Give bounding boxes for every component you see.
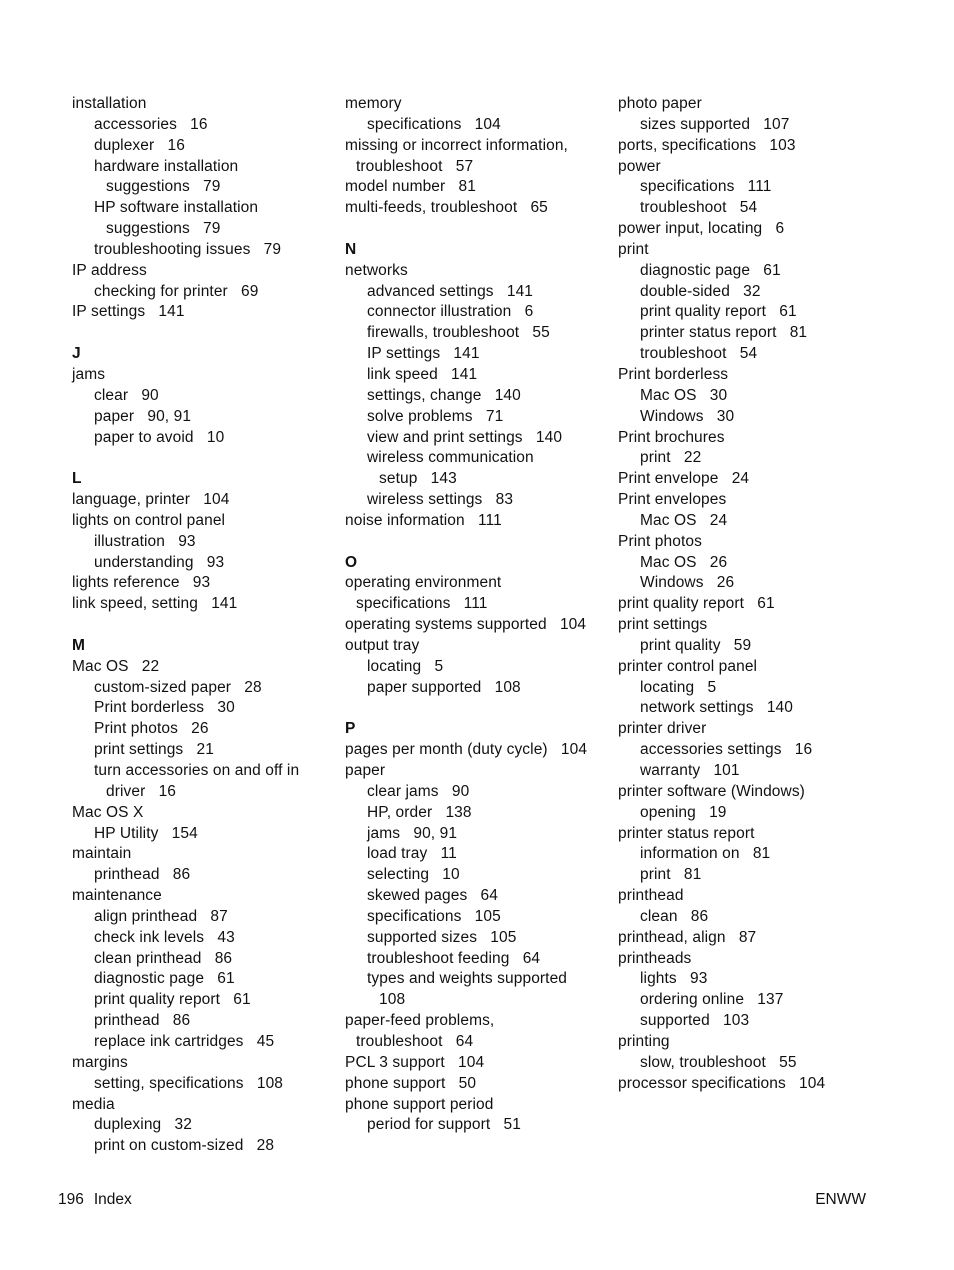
index-subentry: Mac OS 30 — [640, 386, 728, 404]
index-subentry: printhead 86 — [94, 1012, 191, 1030]
index-entry: IP address — [72, 261, 147, 279]
index-subentry: HP software installation — [94, 199, 259, 217]
index-entry: Mac OS X — [72, 803, 144, 821]
index-subentry: troubleshoot 54 — [640, 199, 758, 217]
index-entry: printer driver — [618, 720, 707, 738]
index-column-3 — [618, 94, 880, 1095]
index-entry: pages per month (duty cycle) 104 — [345, 741, 588, 759]
index-entry: power — [618, 157, 661, 175]
index-entry: printing — [618, 1032, 670, 1050]
index-subentry: print quality 59 — [640, 636, 752, 654]
index-subentry: HP, order 138 — [367, 803, 472, 821]
index-entry: operating environment — [345, 574, 502, 592]
index-subentry: clean 86 — [640, 907, 709, 925]
index-entry-continuation: troubleshoot 64 — [356, 1032, 474, 1050]
index-subentry: wireless communication — [367, 449, 534, 467]
index-subentry: Mac OS 26 — [640, 553, 728, 571]
index-subentry: troubleshooting issues 79 — [94, 240, 282, 258]
index-subentry: view and print settings 140 — [367, 428, 563, 446]
index-entry: Print envelope 24 — [618, 470, 750, 488]
index-subentry: specifications 104 — [367, 115, 501, 133]
page-number: 196 — [58, 1191, 84, 1208]
index-section-letter: O — [345, 553, 358, 571]
index-subentry: print quality report 61 — [94, 991, 251, 1009]
index-entry: model number 81 — [345, 178, 476, 196]
index-entry-continuation: specifications 111 — [356, 595, 488, 613]
index-subentry: slow, troubleshoot 55 — [640, 1053, 797, 1071]
index-entry: lights reference 93 — [72, 574, 211, 592]
index-entry: maintain — [72, 845, 132, 863]
index-subentry: specifications 105 — [367, 907, 501, 925]
index-subentry: accessories settings 16 — [640, 741, 813, 759]
index-entry: printhead — [618, 887, 684, 905]
index-subentry: Print photos 26 — [94, 720, 209, 738]
index-subentry: clear jams 90 — [367, 782, 470, 800]
index-subentry: HP Utility 154 — [94, 824, 198, 842]
index-entry: link speed, setting 141 — [72, 595, 238, 613]
index-section-letter: P — [345, 720, 356, 738]
index-entry: Print brochures — [618, 428, 725, 446]
index-entry: phone support 50 — [345, 1074, 477, 1092]
index-subentry: replace ink cartridges 45 — [94, 1032, 275, 1050]
index-entry: PCL 3 support 104 — [345, 1053, 485, 1071]
index-subentry: clear 90 — [94, 386, 159, 404]
index-subentry: network settings 140 — [640, 699, 793, 717]
index-entry: print quality report 61 — [618, 595, 775, 613]
index-subentry: locating 5 — [367, 657, 444, 675]
index-subentry: information on 81 — [640, 845, 771, 863]
index-subentry: specifications 111 — [640, 178, 772, 196]
index-entry: missing or incorrect information, — [345, 136, 568, 154]
index-subentry: lights 93 — [640, 970, 708, 988]
section-gap — [72, 615, 334, 636]
index-subentry: troubleshoot feeding 64 — [367, 949, 541, 967]
index-subentry: paper to avoid 10 — [94, 428, 225, 446]
index-subentry: connector illustration 6 — [367, 303, 534, 321]
index-section-letter: M — [72, 636, 86, 654]
index-subentry: advanced settings 141 — [367, 282, 534, 300]
index-entry: multi-feeds, troubleshoot 65 — [345, 199, 548, 217]
index-subentry: Windows 30 — [640, 407, 735, 425]
index-entry: lights on control panel — [72, 511, 226, 529]
index-subentry: jams 90, 91 — [367, 824, 458, 842]
index-entry: IP settings 141 — [72, 303, 185, 321]
index-subentry: printhead 86 — [94, 866, 191, 884]
index-entry: output tray — [345, 636, 420, 654]
index-subentry: custom-sized paper 28 — [94, 678, 262, 696]
index-entry: operating systems supported 104 — [345, 616, 587, 634]
index-entry: media — [72, 1095, 115, 1113]
index-subentry: Print borderless 30 — [94, 699, 235, 717]
index-column-1 — [72, 94, 334, 1157]
index-subentry: duplexing 32 — [94, 1116, 192, 1134]
index-entry: printer status report — [618, 824, 755, 842]
index-subentry: printer status report 81 — [640, 324, 808, 342]
index-entry: Print photos — [618, 532, 702, 550]
index-entry: print — [618, 240, 649, 258]
footer-left — [58, 1190, 132, 1210]
index-subentry: diagnostic page 61 — [94, 970, 235, 988]
index-entry-continuation: suggestions 79 — [106, 178, 221, 196]
section-gap — [345, 219, 607, 240]
index-subentry: align printhead 87 — [94, 907, 228, 925]
index-entry: printheads — [618, 949, 692, 967]
index-subentry: settings, change 140 — [367, 386, 521, 404]
index-subentry: paper supported 108 — [367, 678, 521, 696]
index-subentry: setting, specifications 108 — [94, 1074, 284, 1092]
section-gap — [72, 323, 334, 344]
index-subentry: check ink levels 43 — [94, 928, 235, 946]
index-subentry: troubleshoot 54 — [640, 345, 758, 363]
index-entry: margins — [72, 1053, 128, 1071]
index-subentry: understanding 93 — [94, 553, 225, 571]
index-entry: photo paper — [618, 95, 702, 112]
index-entry: memory — [345, 95, 402, 112]
index-subentry: firewalls, troubleshoot 55 — [367, 324, 550, 342]
index-entry: noise information 111 — [345, 511, 502, 529]
index-subentry: period for support 51 — [367, 1116, 521, 1134]
section-gap — [72, 448, 334, 469]
index-subentry: ordering online 137 — [640, 991, 784, 1009]
index-entry: processor specifications 104 — [618, 1074, 826, 1092]
index-entry-continuation: 108 — [379, 991, 406, 1009]
index-subentry: opening 19 — [640, 803, 727, 821]
index-subentry: Windows 26 — [640, 574, 735, 592]
index-entry: paper — [345, 762, 386, 779]
index-section-letter: L — [72, 470, 82, 488]
index-subentry: clean printhead 86 — [94, 949, 233, 967]
index-subentry: supported sizes 105 — [367, 928, 517, 946]
index-subentry: diagnostic page 61 — [640, 261, 781, 279]
index-entry: printer software (Windows) — [618, 782, 805, 800]
index-subentry: hardware installation — [94, 157, 239, 175]
index-entry-continuation: suggestions 79 — [106, 220, 221, 238]
index-entry: jams — [72, 365, 106, 383]
index-subentry: print 22 — [640, 449, 702, 467]
index-subentry: Mac OS 24 — [640, 511, 728, 529]
index-subentry: print quality report 61 — [640, 303, 797, 321]
section-name: Index — [93, 1191, 132, 1208]
index-subentry: duplexer 16 — [94, 136, 185, 154]
section-gap — [345, 532, 607, 553]
index-column-2 — [345, 94, 607, 1136]
index-entry-continuation: driver 16 — [106, 782, 177, 800]
index-subentry: selecting 10 — [367, 866, 460, 884]
index-entry: power input, locating 6 — [618, 220, 785, 238]
index-subentry: print on custom-sized 28 — [94, 1137, 275, 1155]
index-subentry: print settings 21 — [94, 741, 214, 759]
index-subentry: link speed 141 — [367, 365, 478, 383]
section-gap — [345, 698, 607, 719]
index-entry: Print borderless — [618, 365, 729, 383]
index-section-letter: N — [345, 240, 357, 258]
index-subentry: accessories 16 — [94, 115, 208, 133]
index-entry-continuation: setup 143 — [379, 470, 457, 488]
index-subentry: load tray 11 — [367, 845, 457, 863]
index-subentry: sizes supported 107 — [640, 115, 790, 133]
index-entry: Print envelopes — [618, 491, 727, 509]
index-entry: phone support period — [345, 1095, 494, 1113]
index-subentry: print 81 — [640, 866, 702, 884]
index-subentry: turn accessories on and off in — [94, 762, 300, 779]
index-subentry: wireless settings 83 — [367, 491, 514, 509]
index-entry: maintenance — [72, 887, 162, 905]
index-subentry: skewed pages 64 — [367, 887, 498, 905]
footer-right-label: ENWW — [815, 1191, 866, 1208]
index-subentry: illustration 93 — [94, 532, 196, 550]
index-subentry: locating 5 — [640, 678, 717, 696]
index-subentry: IP settings 141 — [367, 345, 480, 363]
index-entry: Mac OS 22 — [72, 657, 160, 675]
index-entry: language, printer 104 — [72, 491, 230, 509]
index-section-letter: J — [72, 345, 81, 363]
index-entry: printhead, align 87 — [618, 928, 757, 946]
index-subentry: solve problems 71 — [367, 407, 504, 425]
index-entry: installation — [72, 95, 147, 112]
index-entry: paper-feed problems, — [345, 1012, 495, 1030]
index-subentry: double-sided 32 — [640, 282, 761, 300]
index-subentry: warranty 101 — [640, 762, 740, 779]
index-subentry: supported 103 — [640, 1012, 750, 1030]
index-entry: print settings — [618, 616, 708, 634]
index-subentry: checking for printer 69 — [94, 282, 259, 300]
index-entry-continuation: troubleshoot 57 — [356, 157, 474, 175]
index-entry: ports, specifications 103 — [618, 136, 796, 154]
index-subentry: paper 90, 91 — [94, 407, 192, 425]
index-subentry: types and weights supported — [367, 970, 568, 988]
index-entry: networks — [345, 261, 408, 279]
index-entry: printer control panel — [618, 657, 758, 675]
